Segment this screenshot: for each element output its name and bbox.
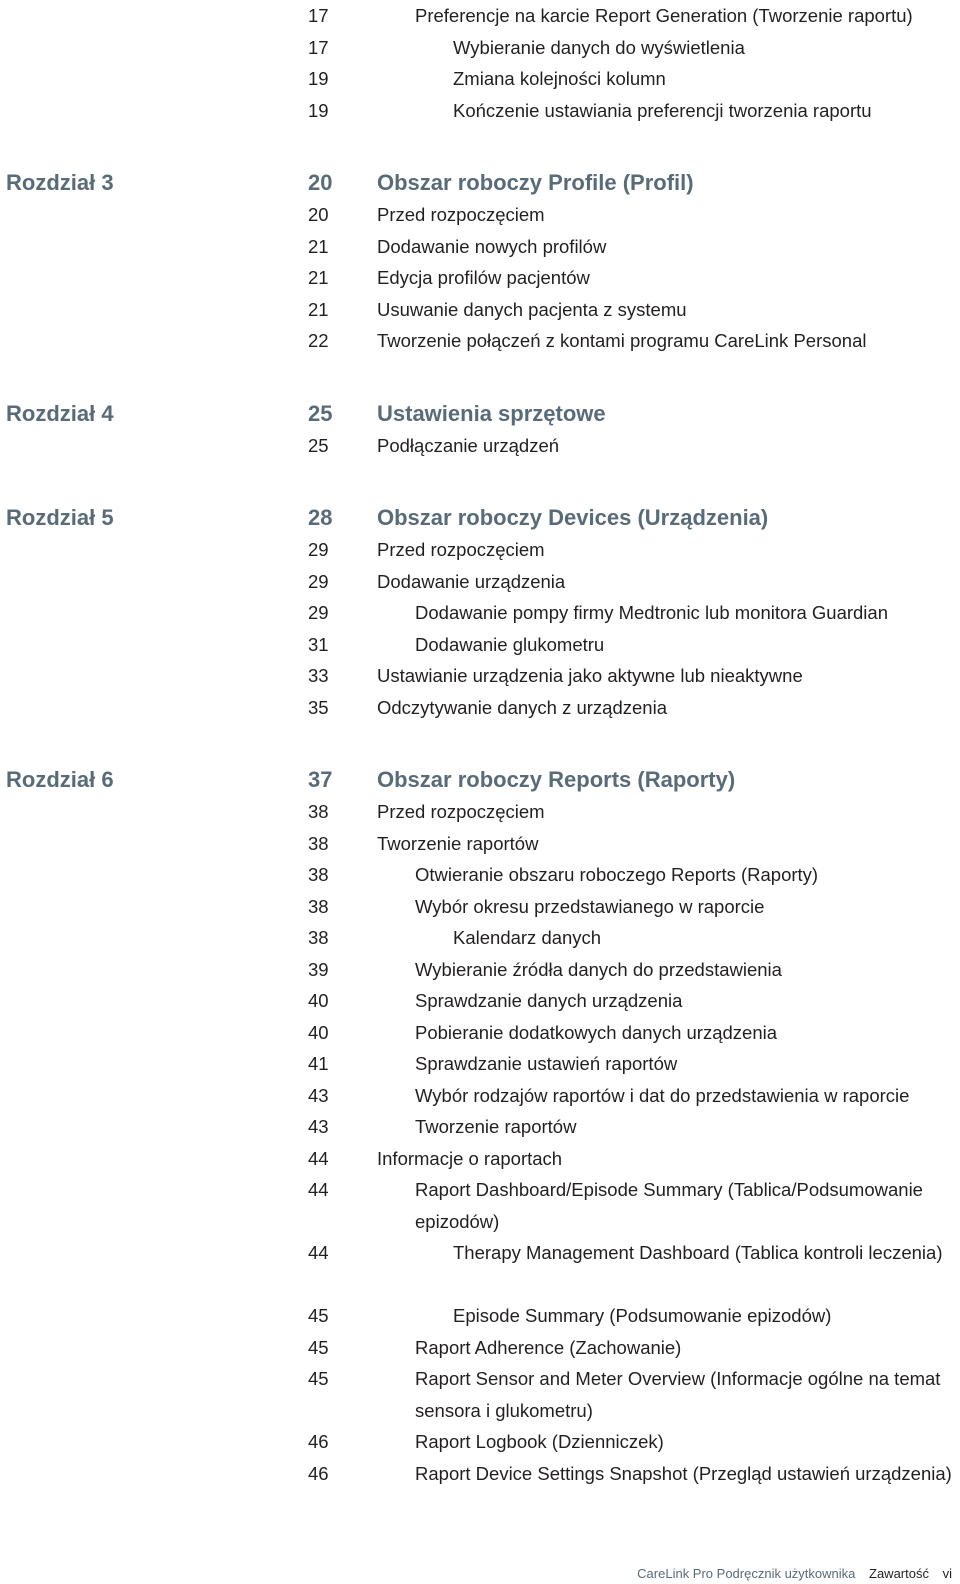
page-footer	[637, 1566, 952, 1581]
toc-entry-title: Edycja profilów pacjentów	[377, 267, 590, 288]
toc-entry-title: Ustawianie urządzenia jako aktywne lub nieaktywne	[377, 665, 803, 686]
section-gap	[0, 126, 960, 167]
chapter-label: Rozdział 3	[6, 170, 114, 195]
toc-entry[interactable]	[0, 566, 960, 598]
toc-page-number: 29	[308, 539, 329, 560]
toc-entry-title: Otwieranie obszaru roboczego Reports (Raporty)	[415, 864, 819, 885]
toc-entry-title: Raport Sensor and Meter Overview (Informacje ogólne na temat sensora i glukometru)	[415, 1368, 941, 1421]
toc-entry-title: Obszar roboczy Profile (Profil)	[377, 170, 694, 195]
toc-entry-title: Raport Device Settings Snapshot (Przegląd ustawień urządzenia)	[415, 1462, 952, 1484]
toc-entry[interactable]	[0, 660, 960, 692]
toc-entry[interactable]	[0, 985, 960, 1017]
toc-entry[interactable]	[0, 891, 960, 923]
toc-page-number: 43	[308, 1116, 329, 1137]
toc-page-number: 21	[308, 267, 329, 288]
toc-page-number: 41	[308, 1053, 329, 1074]
toc-chapter	[0, 167, 960, 357]
toc-entry[interactable]	[0, 629, 960, 661]
toc-entry[interactable]	[0, 1332, 960, 1364]
section-gap	[0, 357, 960, 398]
toc-entry-title: Przed rozpoczęciem	[377, 801, 545, 822]
footer-guide-title: CareLink Pro Podręcznik użytkownika	[637, 1566, 856, 1581]
toc-entry-title: Sprawdzanie ustawień raportów	[415, 1053, 678, 1074]
toc-entry-title: Usuwanie danych pacjenta z systemu	[377, 298, 687, 320]
toc-page-number: 40	[308, 1021, 329, 1043]
toc-entry-title: Dodawanie pompy firmy Medtronic lub monitora Guardian	[415, 602, 888, 623]
toc-entry[interactable]	[0, 859, 960, 891]
toc-entry[interactable]	[0, 1426, 960, 1458]
toc-entry-title: Wybieranie danych do wyświetlenia	[453, 36, 745, 58]
toc-entry-title: Ustawienia sprzętowe	[377, 400, 606, 426]
toc-entry[interactable]	[0, 262, 960, 294]
toc-entry-title: Therapy Management Dashboard (Tablica kontroli leczenia)	[453, 1242, 943, 1263]
toc-entry-title: Przed rozpoczęciem	[377, 539, 545, 560]
toc-chapter-heading[interactable]	[0, 502, 960, 534]
toc-chapter	[0, 398, 960, 462]
toc-entry[interactable]	[0, 1080, 960, 1112]
toc-entry[interactable]	[0, 922, 960, 954]
toc-page-number: 44	[308, 1242, 329, 1263]
toc-entry[interactable]	[0, 1111, 960, 1143]
toc-page-number: 29	[308, 602, 329, 623]
toc-chapter-heading[interactable]	[0, 764, 960, 796]
toc-page-number: 38	[308, 864, 329, 885]
toc-entry[interactable]	[0, 597, 960, 629]
chapter-label: Rozdział 6	[6, 767, 114, 792]
toc-entry[interactable]	[0, 796, 960, 828]
toc-entry[interactable]	[0, 199, 960, 231]
toc-entry-title: Dodawanie nowych profilów	[377, 235, 607, 257]
toc-page-number: 40	[308, 990, 329, 1011]
toc-entry-title: Episode Summary (Podsumowanie epizodów)	[453, 1305, 832, 1326]
toc-chapter-heading[interactable]	[0, 398, 960, 430]
toc-entry[interactable]	[0, 1300, 960, 1332]
toc-page-number: 45	[308, 1305, 329, 1326]
toc-entry-title: Wybieranie źródła danych do przedstawienia	[415, 958, 782, 980]
toc-page-number: 38	[308, 832, 329, 854]
toc-page-number: 31	[308, 633, 329, 655]
section-gap	[0, 461, 960, 502]
toc-page-number: 25	[308, 400, 333, 426]
toc-entry[interactable]	[0, 1237, 960, 1300]
toc-chapter	[0, 0, 960, 126]
toc-page-number: 44	[308, 1179, 329, 1200]
toc-entry-title: Podłączanie urządzeń	[377, 434, 560, 456]
toc-page-number: 33	[308, 665, 329, 686]
toc-page-number: 19	[308, 99, 329, 121]
toc-entry-title: Raport Dashboard/Episode Summary (Tablica/Podsumowanie epizodów)	[415, 1179, 923, 1232]
toc-entry[interactable]	[0, 0, 960, 32]
toc-entry[interactable]	[0, 231, 960, 263]
toc-page-number: 28	[308, 505, 333, 530]
toc-page-number: 25	[308, 434, 329, 456]
toc-entry-title: Informacje o raportach	[377, 1147, 563, 1169]
toc-entry-title: Zmiana kolejności kolumn	[453, 68, 666, 89]
toc-entry-title: Dodawanie urządzenia	[377, 570, 566, 592]
toc-page-number: 43	[308, 1084, 329, 1106]
toc-entry[interactable]	[0, 32, 960, 64]
toc-entry-title: Preferencje na karcie Report Generation (Tworzenie raportu)	[415, 5, 913, 26]
toc-page-number: 38	[308, 927, 329, 948]
chapter-label: Rozdział 4	[6, 400, 114, 426]
toc-page-number: 39	[308, 958, 329, 980]
toc-entry[interactable]	[0, 828, 960, 860]
toc-entry[interactable]	[0, 534, 960, 566]
toc-entry[interactable]	[0, 1017, 960, 1049]
section-gap	[0, 723, 960, 764]
toc-page-number: 45	[308, 1336, 329, 1358]
toc-entry[interactable]	[0, 325, 960, 357]
toc-entry[interactable]	[0, 954, 960, 986]
toc-page-number: 20	[308, 204, 329, 225]
toc-page-number: 29	[308, 570, 329, 592]
toc-entry-title: Wybór okresu przedstawianego w raporcie	[415, 895, 765, 917]
toc-entry[interactable]	[0, 1143, 960, 1175]
toc-page-number: 45	[308, 1368, 329, 1389]
toc-page-number: 22	[308, 330, 329, 351]
toc-page-number: 46	[308, 1462, 329, 1484]
toc-entry[interactable]	[0, 1174, 960, 1237]
toc-page-number: 46	[308, 1431, 329, 1452]
toc-page-number: 35	[308, 696, 329, 718]
toc-entry[interactable]	[0, 95, 960, 127]
toc-page-number: 17	[308, 5, 329, 26]
toc-entry[interactable]	[0, 1458, 960, 1521]
toc-entry-title: Pobieranie dodatkowych danych urządzenia	[415, 1021, 778, 1043]
toc-entry-title: Odczytywanie danych z urządzenia	[377, 696, 667, 718]
toc-entry-title: Obszar roboczy Devices (Urządzenia)	[377, 505, 769, 530]
toc-page-number: 19	[308, 68, 329, 89]
toc-entry-title: Raport Logbook (Dzienniczek)	[415, 1431, 664, 1452]
toc-entry-title: Dodawanie glukometru	[415, 633, 605, 655]
toc-chapter-heading[interactable]	[0, 167, 960, 199]
toc-page-number: 20	[308, 170, 333, 195]
chapter-label: Rozdział 5	[6, 505, 114, 530]
toc-entry-title: Tworzenie raportów	[377, 832, 539, 854]
toc-entry-title: Obszar roboczy Reports (Raporty)	[377, 767, 736, 792]
toc-entry-title: Raport Adherence (Zachowanie)	[415, 1336, 682, 1358]
toc-entry[interactable]	[0, 1048, 960, 1080]
toc-chapter	[0, 502, 960, 723]
toc-entry[interactable]	[0, 692, 960, 724]
toc-entry-title: Przed rozpoczęciem	[377, 204, 545, 225]
toc-entry-title: Tworzenie raportów	[415, 1116, 577, 1137]
toc-entry[interactable]	[0, 430, 960, 462]
toc-page-number: 38	[308, 895, 329, 917]
toc-page-number: 21	[308, 235, 329, 257]
toc-entry-title: Kończenie ustawiania preferencji tworzenia raportu	[453, 99, 872, 121]
toc-chapter	[0, 764, 960, 1521]
toc-entry[interactable]	[0, 63, 960, 95]
toc-entry-title: Sprawdzanie danych urządzenia	[415, 990, 683, 1011]
toc-entry-title: Tworzenie połączeń z kontami programu CareLink Personal	[377, 330, 867, 351]
toc-page-number: 44	[308, 1147, 329, 1169]
toc-entry-title: Wybór rodzajów raportów i dat do przedstawienia w raporcie	[415, 1084, 910, 1106]
toc-page-number: 21	[308, 298, 329, 320]
toc-entry[interactable]	[0, 294, 960, 326]
toc-page-number: 38	[308, 801, 329, 822]
toc-entry[interactable]	[0, 1363, 960, 1426]
footer-section: Zawartość	[869, 1566, 929, 1581]
footer-page-number: vi	[942, 1566, 952, 1581]
toc-page-number: 37	[308, 767, 333, 792]
toc-entry-title: Kalendarz danych	[453, 927, 602, 948]
toc-page-number: 17	[308, 36, 329, 58]
